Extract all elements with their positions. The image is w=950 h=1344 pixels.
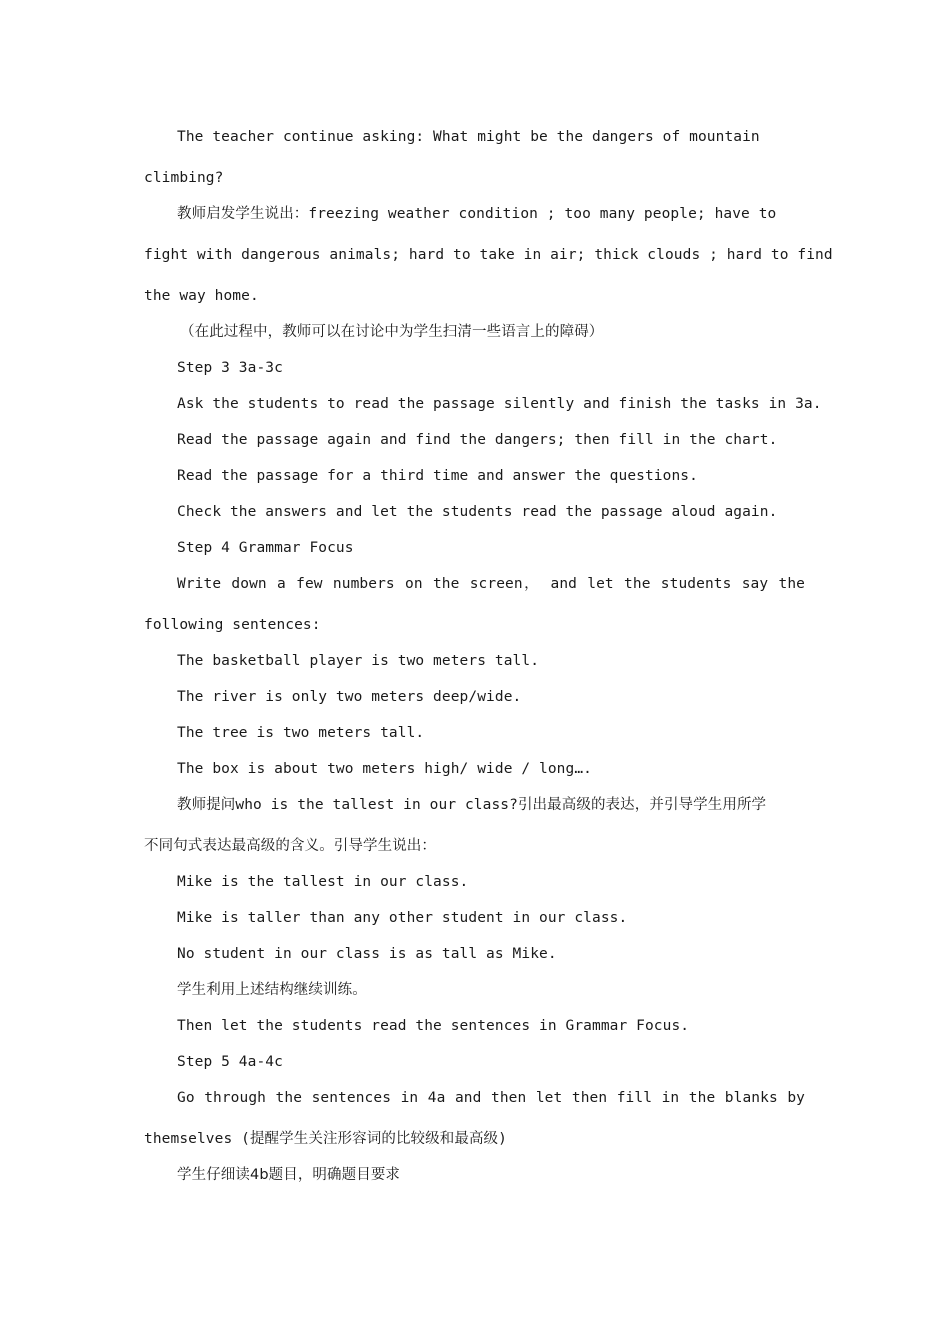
paragraph-line: fight with dangerous animals; hard to take in air; thick clouds ; hard to find [144,247,833,263]
paragraph-line: Go through the sentences in 4a and then let then fill in the blanks by [177,1090,805,1106]
paragraph-line: themselves (提醒学生关注形容词的比较级和最高级) [144,1131,507,1147]
section-heading: Step 3 3a-3c [177,360,283,376]
paragraph-line: Read the passage again and find the dangers; then fill in the chart. [177,432,778,448]
paragraph-line: Ask the students to read the passage silently and finish the tasks in 3a. [177,396,822,412]
paragraph-line: The teacher continue asking: What might be the dangers of mountain [177,129,760,145]
example-sentence: The basketball player is two meters tall. [177,653,540,669]
paragraph-line: Check the answers and let the students read the passage aloud again. [177,504,778,520]
example-sentence: The river is only two meters deep/wide. [177,689,522,705]
paragraph-line: （在此过程中，教师可以在讨论中为学生扫清一些语言上的障碍） [180,324,604,340]
section-heading: Step 5 4a-4c [177,1054,283,1070]
paragraph-line: climbing? [144,170,224,186]
paragraph-line: Write down a few numbers on the screen， and let the students say the [177,576,805,592]
paragraph-line: 学生利用上述结构继续训练。 [177,982,367,998]
example-sentence: The box is about two meters high/ wide / long…. [177,761,592,777]
example-sentence: The tree is two meters tall. [177,725,425,741]
paragraph-line: Read the passage for a third time and answer the questions. [177,468,698,484]
paragraph-line: 学生仔细读4b题目，明确题目要求 [177,1167,401,1183]
example-sentence: Mike is taller than any other student in our class. [177,910,628,926]
example-sentence: No student in our class is as tall as Mike. [177,946,557,962]
paragraph-line: 不同句式表达最高级的含义。引导学生说出： [144,838,436,854]
paragraph-line: the way home. [144,288,259,304]
paragraph-line: following sentences: [144,617,321,633]
paragraph-line: Then let the students read the sentences in Grammar Focus. [177,1018,690,1034]
paragraph-line: 教师启发学生说出：freezing weather condition ; too many people; have to [177,206,777,222]
example-sentence: Mike is the tallest in our class. [177,874,469,890]
paragraph-line: 教师提问who is the tallest in our class?引出最高级的表达，并引导学生用所学 [177,797,767,813]
section-heading: Step 4 Grammar Focus [177,540,354,556]
